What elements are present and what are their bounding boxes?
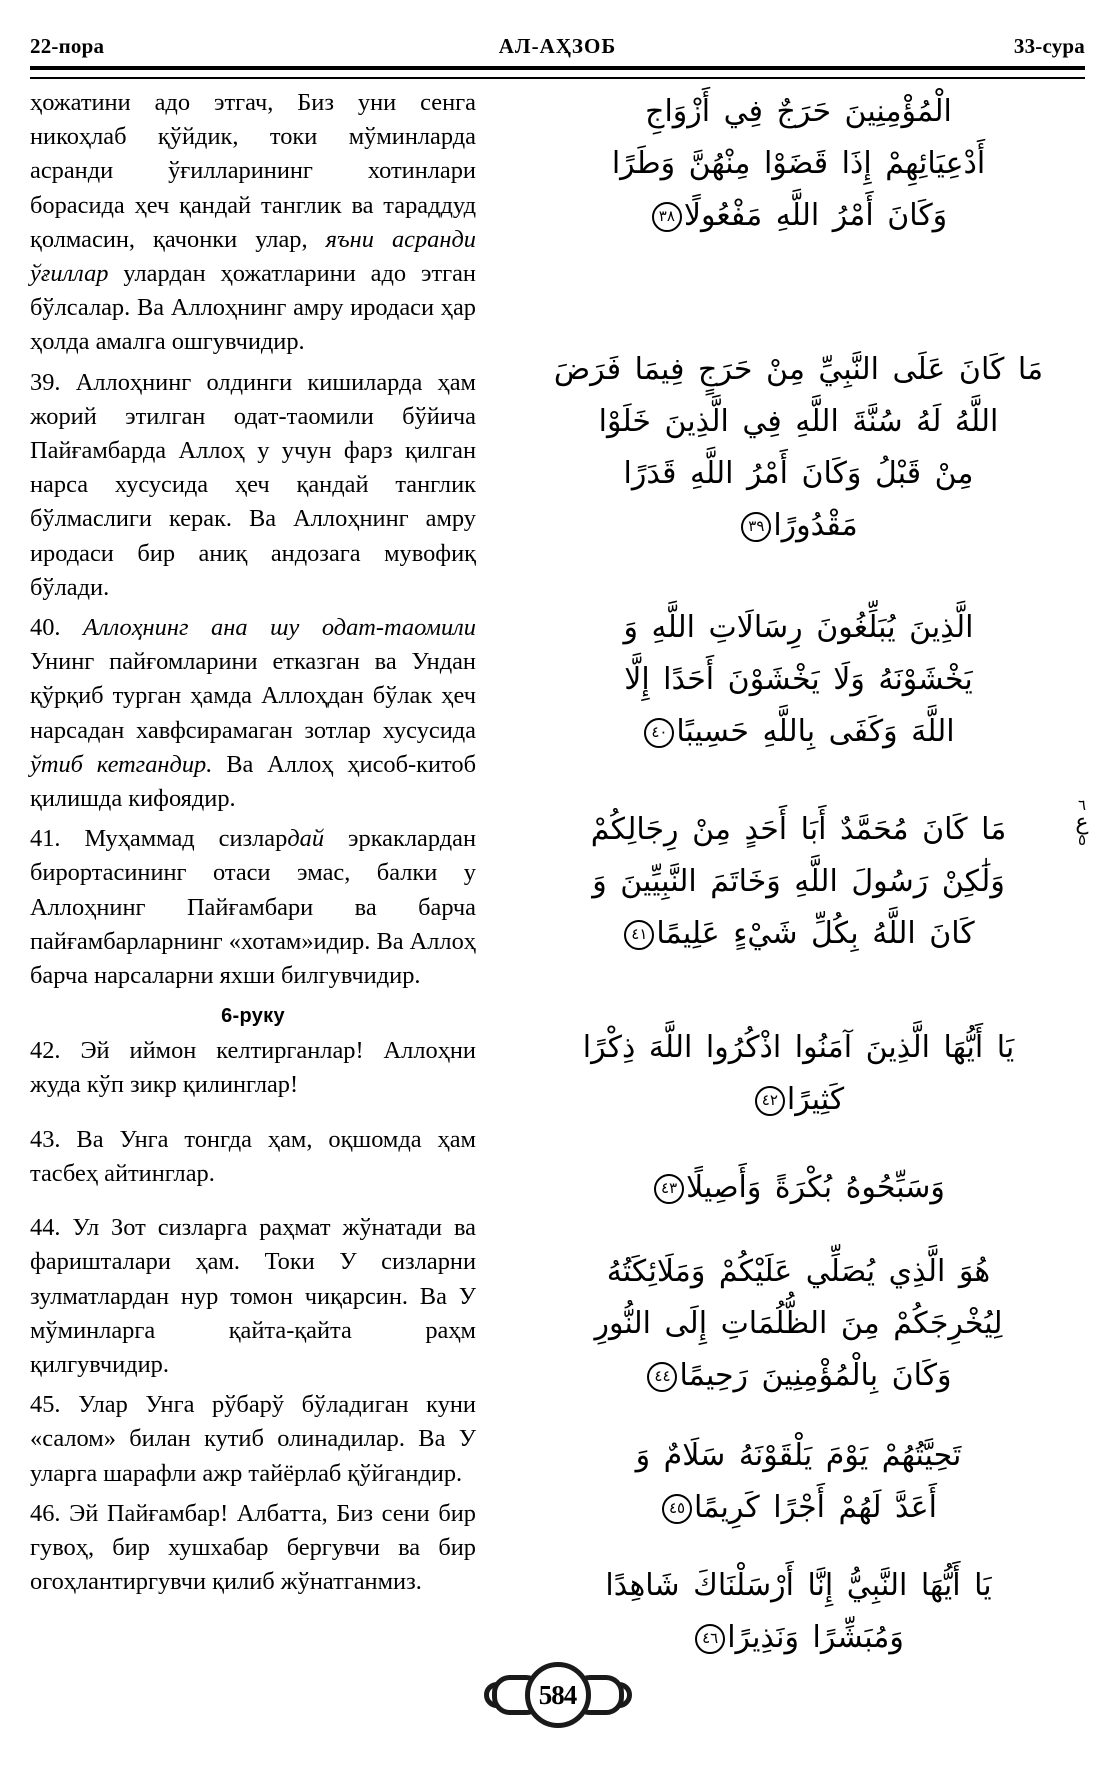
page-body — [0, 86, 1115, 1672]
verse-seg-0: Муҳаммад сизлар — [60, 825, 288, 853]
verse-number: 40. — [30, 614, 61, 642]
ayah-block-gap — [508, 764, 1089, 804]
verse2-seg-0: Эй Пайғамбар! Албатта, Биз сени бир гувоҳ, бир хушхабар бергувчи ва бир огоҳлантиргувчи қилиб жўнатганмиз. — [30, 1499, 476, 1596]
ayah-line: يَا أَيُّهَا النَّبِيُّ إِنَّا أَرْسَلْنَاكَ شَاهِدًا — [605, 1568, 992, 1603]
header-divider-rule — [30, 66, 1085, 79]
ayah-block — [508, 1430, 1089, 1534]
verse-number: 43. — [30, 1125, 61, 1153]
ayah-line: كَثِيرًا٤٢ — [508, 1074, 1089, 1126]
paragraph-spacer — [30, 1197, 476, 1211]
verse-paragraph — [30, 366, 476, 605]
header-juz-label: 22-пора — [30, 34, 105, 58]
ayah-line: وَسَبِّحُوهُ بُكْرَةً وَأَصِيلًا٤٣ — [508, 1162, 1089, 1214]
ayah-block-gap — [508, 1220, 1089, 1246]
verse-seg-0: Аллоҳнинг олдинги кишиларда ҳам жорий этилган одат-таомили бўйича Пайғамбарда Аллоҳ у учун фарз қилган нарса хусусида ҳеч қандай танглик бўлмаслиги керак. Ва Аллоҳнинг амру иродаси бир аниқ андозага мувофиқ бўлади. — [30, 368, 476, 601]
verse-number: 41. — [30, 825, 61, 853]
ayah-line: أَدْعِيَائِهِمْ إِذَا قَضَوْا مِنْهُنَّ وَطَرًا — [611, 146, 986, 181]
ayah-line: مَقْدُورًا٣٩ — [508, 500, 1089, 552]
ayah-block-gap — [508, 1408, 1089, 1430]
ayah-number-medallion: ٣٨ — [652, 202, 682, 232]
header-surah-number: 33-сура — [1013, 34, 1085, 58]
ayah-line: مَا كَانَ عَلَى النَّبِيِّ مِنْ حَرَجٍ فِيمَا فَرَضَ — [553, 352, 1044, 387]
ayah-line: تَحِيَّتُهُمْ يَوْمَ يَلْقَوْنَهُ سَلَامٌ وَ — [635, 1438, 962, 1473]
ayah-line: وَكَانَ بِالْمُؤْمِنِينَ رَحِيمًا٤٤ — [508, 1350, 1089, 1402]
verse-number: 42. — [30, 1037, 61, 1065]
verse2-seg-0: Эй иймон келтирганлар! Аллоҳни жуда кўп зикр қилинглар! — [30, 1037, 476, 1099]
ayah-number-medallion: ٤٥ — [662, 1494, 692, 1524]
continued-paragraph — [30, 86, 476, 360]
verse-number: 39. — [30, 368, 61, 396]
verse-seg-2: эркаклардан бирортасининг отаси эмас, балки у Аллоҳнинг Пайғамбари ва барча пайғамбарларнинг «хотам»идир. Ва Аллоҳ барча нарсаларни яхши билгувчидир. — [30, 825, 477, 990]
ayah-number-medallion: ٤١ — [624, 920, 654, 950]
verse-number: 46. — [30, 1499, 61, 1527]
ayah-line: الْمُؤْمِنِينَ حَرَجٌ فِي أَزْوَاجِ — [645, 94, 952, 129]
ayah-line: أَعَدَّ لَهُمْ أَجْرًا كَرِيمًا٤٥ — [508, 1482, 1089, 1534]
ayah-line: وَلَٰكِنْ رَسُولَ اللَّهِ وَخَاتَمَ النَّبِيِّينَ وَ — [592, 864, 1005, 899]
verse-number: 44. — [30, 1214, 61, 1242]
ayah-line: مَا كَانَ مُحَمَّدٌ أَبَا أَحَدٍ مِنْ رِجَالِكُمْ — [590, 812, 1007, 847]
ayah-block — [508, 1560, 1089, 1664]
verse-paragraph — [30, 1123, 476, 1191]
ayah-block-gap — [508, 966, 1089, 1022]
verse-paragraph — [30, 822, 476, 993]
ayah-block — [508, 86, 1089, 242]
verse-paragraph — [30, 611, 476, 816]
ayah-line: هُوَ الَّذِي يُصَلِّي عَلَيْكُمْ وَمَلَائِكَتُهُ — [606, 1254, 991, 1289]
verse2-seg-0: Ул Зот сизларга раҳмат жўнатади ва фаришталари ҳам. Токи У сизларни зулматлардан нур томон чиқарсин. Ва У мўминларга қайта-қайта раҳм қилгувчидир. — [30, 1214, 476, 1378]
ayah-block-gap — [508, 1132, 1089, 1162]
translation-column — [0, 86, 500, 1672]
verse-seg-3: Ва Аллоҳ ҳисоб-китоб қилишда кифоядир. — [30, 750, 476, 813]
arabic-column — [500, 86, 1115, 1672]
header-surah-title: АЛ-АҲЗОБ — [498, 34, 617, 58]
verse-number: 45. — [30, 1391, 61, 1419]
ayah-line: اللَّهَ وَكَفَى بِاللَّهِ حَسِيبًا٤٠ — [508, 706, 1089, 758]
ayah-block — [508, 1246, 1089, 1402]
ayah-block-gap — [508, 558, 1089, 602]
ayah-line: مِنْ قَبْلُ وَكَانَ أَمْرُ اللَّهِ قَدَرًا — [623, 456, 974, 491]
ayah-number-medallion: ٤٢ — [755, 1086, 785, 1116]
ruku-heading: 6-руку — [221, 1005, 285, 1028]
ayah-line: يَا أَيُّهَا الَّذِينَ آمَنُوا اذْكُرُوا اللَّهَ ذِكْرًا — [582, 1030, 1015, 1065]
ayah-line: يَخْشَوْنَهُ وَلَا يَخْشَوْنَ أَحَدًا إِلَّا — [624, 662, 973, 697]
verse-seg-2: ўтиб кетгандир. — [30, 750, 213, 778]
ayah-number-medallion: ٣٩ — [741, 512, 771, 542]
ayah-block — [508, 1162, 1089, 1214]
ayah-block — [508, 602, 1089, 758]
ayah-number-medallion: ٤٦ — [695, 1624, 725, 1654]
ruku-marker-icon: ٦ ع ٥ — [1075, 796, 1089, 849]
ayah-line: كَانَ اللَّهُ بِكُلِّ شَيْءٍ عَلِيمًا٤١ — [508, 908, 1089, 960]
ayah-block — [508, 344, 1089, 552]
ayah-number-medallion: ٤٣ — [654, 1174, 684, 1204]
page-number: 584 — [538, 1679, 577, 1710]
ayah-line: وَكَانَ أَمْرُ اللَّهِ مَفْعُولًا٣٨ — [508, 190, 1089, 242]
verse2-seg-0: Ва Унга тонгда ҳам, оқшомда ҳам тасбеҳ айтинглар. — [30, 1125, 476, 1187]
ayah-block-gap — [508, 1540, 1089, 1560]
paragraph-spacer — [30, 1109, 476, 1123]
page-footer — [0, 1664, 1115, 1726]
ayah-block — [508, 1022, 1089, 1126]
verse-paragraph — [30, 1034, 476, 1102]
ayah-line: وَمُبَشِّرًا وَنَذِيرًا٤٦ — [508, 1612, 1089, 1664]
ayah-block-gap — [508, 248, 1089, 344]
ayah-line: الَّذِينَ يُبَلِّغُونَ رِسَالَاتِ اللَّهِ وَ — [623, 610, 974, 645]
ayah-number-medallion: ٤٤ — [647, 1362, 677, 1392]
ayah-number-medallion: ٤٠ — [644, 718, 674, 748]
verse-seg-1: Унинг пайғомларини етказган ва Ундан қўрқиб турган ҳамда Аллоҳдан бўлак ҳеч нарсадан хавфсирамаган зотлар хусусида — [30, 648, 476, 744]
verse-seg-1: дай — [287, 825, 325, 853]
cont-seg-1: яъни асранди ўғиллар — [30, 225, 477, 288]
cont-seg-0: ҳожатини адо этгач, Биз уни сенга никоҳлаб қўйдик, токи мўминларда асранди ўғилларининг хотинлари борасида ҳеч қандай танглик ва тараддуд қолмасин, қачонки улар, — [30, 89, 476, 253]
verse-paragraph — [30, 1497, 476, 1600]
verse2-seg-0: Улар Унга рўбарў бўладиган куни «салом» билан кутиб олинадилар. Ва У уларга шарафли ажр тайёрлаб қўйгандир. — [30, 1391, 476, 1487]
ayah-line: اللَّهُ لَهُ سُنَّةَ اللَّهِ فِي الَّذِينَ خَلَوْا — [598, 404, 999, 439]
ayah-block — [508, 796, 1089, 960]
verse-paragraph — [30, 1388, 476, 1491]
verse-paragraph — [30, 1211, 476, 1382]
cont-seg-2: улардан ҳожатларини адо этган бўлсалар. Ва Аллоҳнинг амру иродаси ҳар ҳолда амалга ошгувчидир. — [30, 260, 476, 356]
page-number-ornament — [492, 1664, 624, 1726]
running-head — [30, 34, 1085, 68]
ayah-line: لِيُخْرِجَكُمْ مِنَ الظُّلُمَاتِ إِلَى النُّورِ — [594, 1306, 1003, 1341]
verse-seg-0: Аллоҳнинг ана шу одат-таомили — [60, 614, 476, 642]
